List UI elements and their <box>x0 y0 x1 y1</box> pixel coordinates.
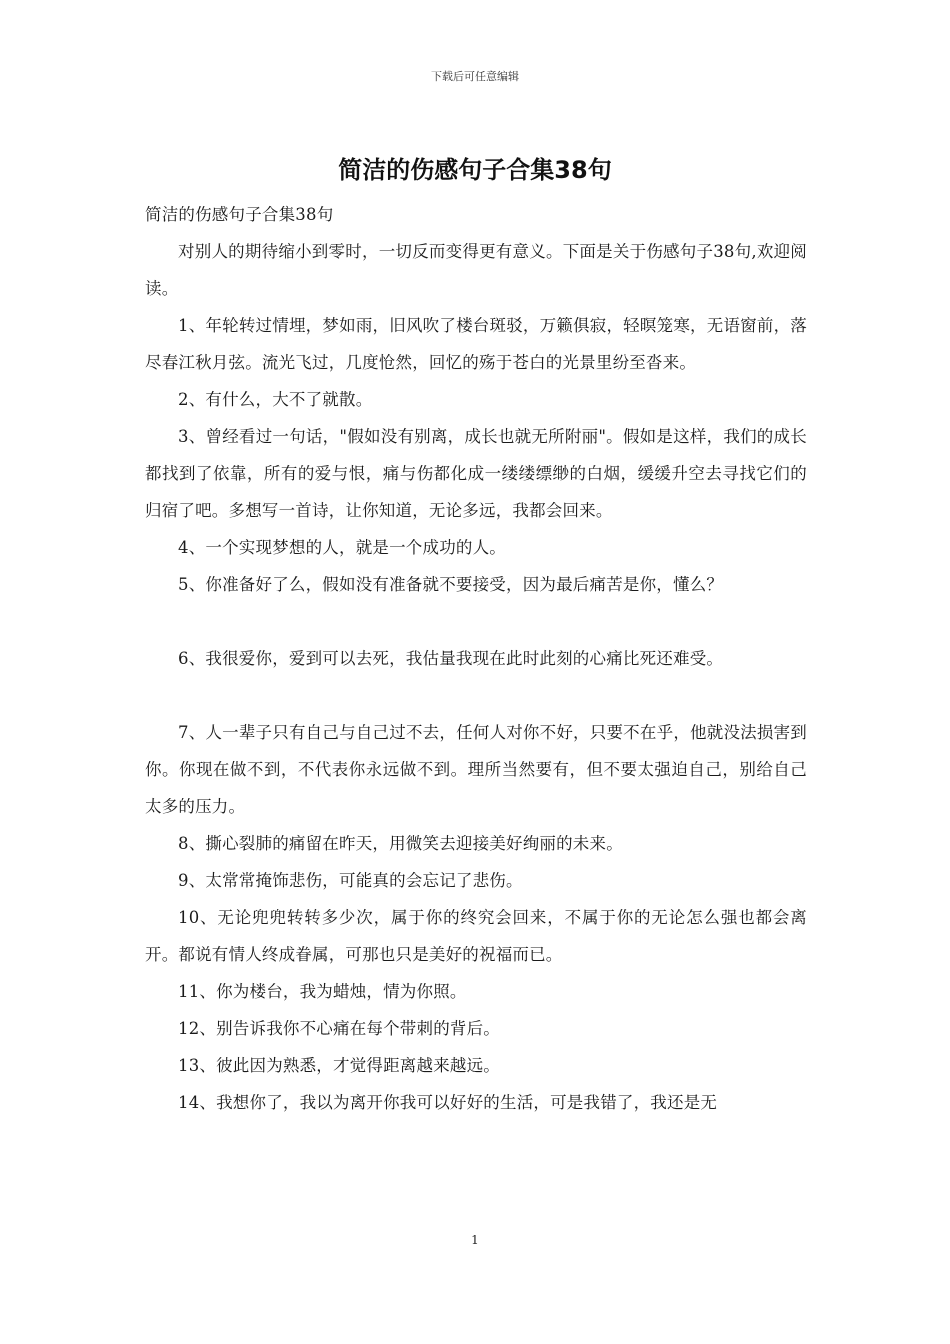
sentence-item: 11、你为楼台，我为蜡烛，情为你照。 <box>178 982 467 1001</box>
sentence-item: 12、别告诉我你不心痛在每个带刺的背后。 <box>178 1019 500 1038</box>
page-number: 1 <box>471 1233 479 1247</box>
sentence-item: 10、无论兜兜转转多少次，属于你的终究会回来，不属于你的无论怎么强也都会离开。都说有情人终成眷属，可那也只是美好的祝福而已。 <box>145 908 807 964</box>
intro-paragraph: 对别人的期待缩小到零时，一切反而变得更有意义。下面是关于伤感句子38句,欢迎阅读。 <box>145 242 807 298</box>
document-body <box>145 196 807 1121</box>
document-title: 简洁的伤感句子合集38句 <box>338 156 612 184</box>
subtitle-line: 简洁的伤感句子合集38句 <box>145 205 334 224</box>
sentence-item: 2、有什么，大不了就散。 <box>178 390 373 409</box>
sentence-item: 1、年轮转过情埋，梦如雨，旧风吹了楼台斑驳，万籁俱寂，轻暝笼寒，无语窗前，落尽春江秋月弦。流光飞过，几度怆然，回忆的殇于苍白的光景里纷至沓来。 <box>145 316 807 372</box>
sentence-item: 6、我很爱你，爱到可以去死，我估量我现在此时此刻的心痛比死还难受。 <box>178 649 724 668</box>
sentence-item: 7、人一辈子只有自己与自己过不去，任何人对你不好，只要不在乎，他就没法损害到你。你现在做不到，不代表你永远做不到。理所当然要有，但不要太强迫自己，别给自己太多的压力。 <box>145 723 807 816</box>
sentence-item: 9、太常常掩饰悲伤，可能真的会忘记了悲伤。 <box>178 871 523 890</box>
sentence-item: 3、曾经看过一句话，"假如没有别离，成长也就无所附丽"。假如是这样，我们的成长都找到了依靠，所有的爱与恨，痛与伤都化成一缕缕缥缈的白烟，缓缓升空去寻找它们的归宿了吧。多想写一首诗，让你知道，无论多远，我都会回来。 <box>145 427 807 520</box>
sentence-item: 14、我想你了，我以为离开你我可以好好的生活，可是我错了，我还是无 <box>178 1093 718 1112</box>
sentence-item: 5、你准备好了么，假如没有准备就不要接受，因为最后痛苦是你，懂么？ <box>178 575 724 594</box>
sentence-item: 13、彼此因为熟悉，才觉得距离越来越远。 <box>178 1056 500 1075</box>
sentence-item: 4、一个实现梦想的人，就是一个成功的人。 <box>178 538 506 557</box>
header-note: 下载后可任意编辑 <box>431 70 519 83</box>
sentence-item: 8、撕心裂肺的痛留在昨天，用微笑去迎接美好绚丽的未来。 <box>178 834 623 853</box>
